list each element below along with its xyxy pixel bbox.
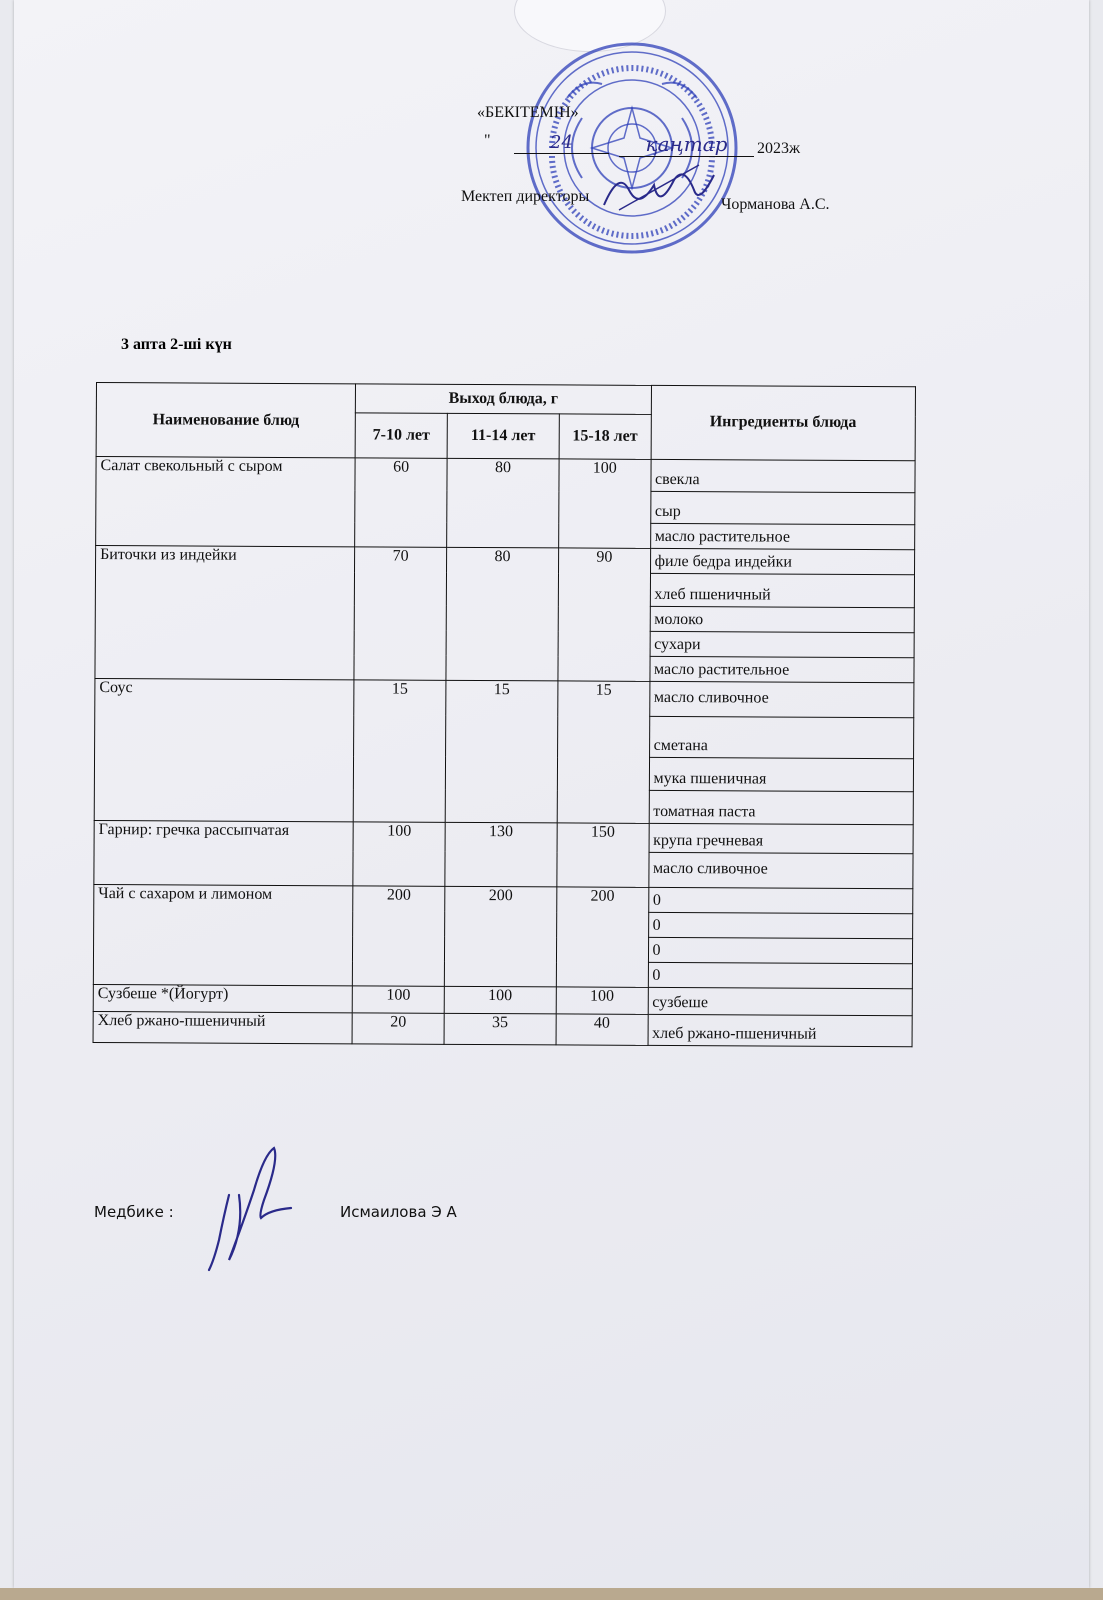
nurse-label: Медбике : [94, 1203, 174, 1221]
value-7-10: 70 [354, 547, 446, 680]
approval-title: «БЕКІТЕМІН» [477, 104, 579, 121]
header-ingredients: Ингредиенты блюда [651, 385, 916, 460]
table-row [96, 546, 915, 575]
approval-month: қаңтар [619, 132, 754, 157]
header-age-11-14: 11-14 лет [447, 413, 559, 459]
table-row [95, 678, 914, 717]
value-15-18: 15 [557, 681, 649, 823]
value-15-18: 100 [559, 459, 651, 548]
value-15-18: 90 [558, 548, 650, 681]
ingredient: мука пшеничная [649, 757, 914, 791]
ingredient: масло сливочное [649, 681, 914, 717]
ingredient: хлеб ржано-пшеничный [648, 1014, 913, 1046]
value-11-14: 80 [446, 458, 559, 548]
value-7-10: 60 [355, 458, 447, 547]
dish-name: Хлеб ржано-пшеничный [93, 1011, 352, 1043]
ingredient: 0 [648, 912, 913, 938]
value-11-14: 80 [446, 547, 559, 681]
value-7-10: 20 [352, 1013, 444, 1044]
day-heading: 3 апта 2-ші күн [121, 336, 232, 353]
value-7-10: 200 [353, 886, 445, 986]
dish-name: Салат свекольный с сыром [96, 457, 356, 547]
table-row [94, 820, 913, 853]
ingredient: 0 [648, 937, 913, 963]
nurse-signature [199, 1140, 294, 1275]
ingredient: 0 [648, 962, 913, 988]
ingredient: сухари [650, 631, 915, 657]
ingredient: молоко [650, 606, 915, 632]
header-output: Выход блюда, г [356, 384, 651, 415]
ingredient: сузбеше [648, 987, 913, 1015]
approval-name: Чорманова А.С. [721, 196, 830, 213]
table-surface [0, 1588, 1103, 1600]
dish-name: Гарнир: гречка рассыпчатая [94, 820, 354, 885]
dish-name: Биточки из индейки [95, 546, 355, 680]
value-11-14: 15 [445, 680, 558, 823]
approval-year: 2023ж [757, 140, 801, 157]
value-15-18: 100 [556, 987, 648, 1014]
dish-name: Соус [94, 678, 354, 821]
menu-table [93, 382, 916, 1047]
ingredient: масло растительное [650, 523, 915, 549]
ingredient: хлеб пшеничный [650, 573, 915, 607]
quote-mark: " [484, 132, 491, 149]
value-15-18: 200 [556, 887, 648, 987]
ingredient: сыр [650, 491, 915, 524]
table-row [96, 457, 915, 493]
table-row [93, 1011, 912, 1046]
value-11-14: 100 [444, 986, 556, 1014]
ingredient: крупа гречневая [649, 823, 914, 853]
director-signature [599, 160, 719, 220]
header-dish: Наименование блюд [96, 383, 356, 458]
value-15-18: 150 [557, 823, 649, 887]
document-page [14, 0, 1089, 1588]
header-age-7-10: 7-10 лет [355, 413, 447, 458]
value-7-10: 100 [353, 822, 445, 886]
ingredient: филе бедра индейки [650, 548, 915, 574]
dish-name: Чай с сахаром и лимоном [93, 884, 353, 985]
table-row [93, 984, 912, 1015]
header-age-15-18: 15-18 лет [559, 414, 651, 459]
value-11-14: 200 [444, 886, 557, 987]
ingredient: масло сливочное [648, 852, 913, 888]
dish-name: Сузбеше *(Йогурт) [93, 984, 352, 1012]
ingredient: 0 [648, 887, 913, 913]
ingredient: томатная паста [649, 790, 914, 824]
value-7-10: 100 [352, 986, 444, 1013]
ingredient: свекла [650, 459, 915, 492]
value-11-14: 130 [445, 822, 557, 887]
approval-day: 24 [514, 132, 609, 154]
value-15-18: 40 [556, 1014, 648, 1045]
value-11-14: 35 [444, 1013, 556, 1045]
ingredient: масло растительное [649, 656, 914, 682]
value-7-10: 15 [353, 680, 445, 822]
ingredient: сметана [649, 716, 914, 758]
approval-role: Мектеп директоры [461, 188, 590, 205]
nurse-name: Исмаилова Э А [340, 1203, 457, 1221]
table-row [94, 884, 913, 913]
